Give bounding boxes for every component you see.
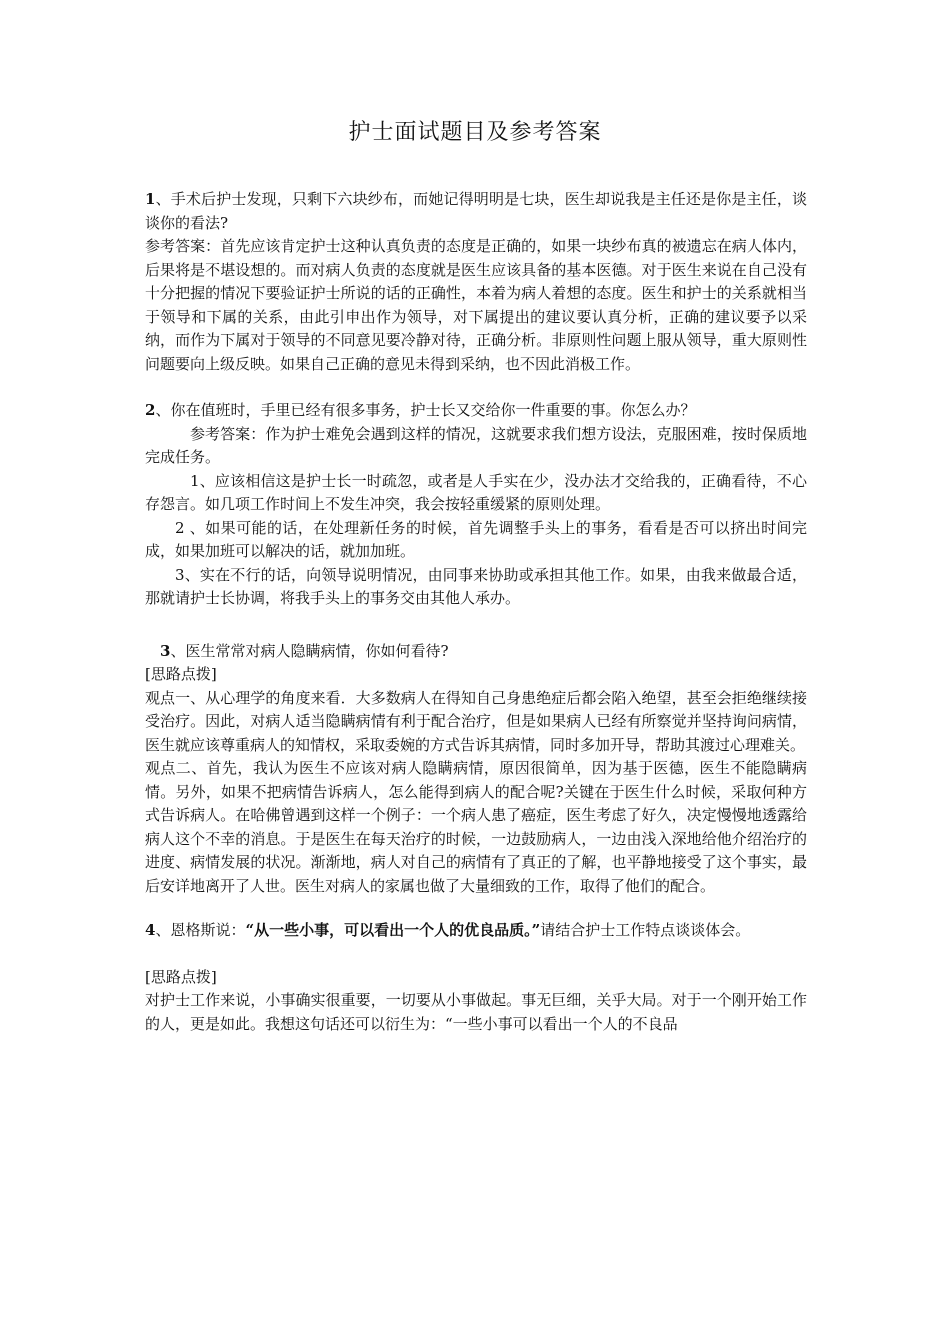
question-1-text: 、手术后护士发现，只剩下六块纱布，而她记得明明是七块，医生却说我是主任还是你是主任，谈谈你的看法? — [145, 190, 807, 232]
document-title: 护士面试题目及参考答案 — [348, 120, 602, 145]
question-1 — [145, 188, 807, 235]
question-1-number: 1 — [145, 190, 156, 208]
answer-2-point-3: 3、实在不行的话，向领导说明情况，由同事来协助或承担其他工作。如果，由我来做最合适，那就请护士长协调，将我手头上的事务交由其他人承办。 — [145, 565, 807, 607]
answer-4: 对护士工作来说，小事确实很重要，一切要从小事做起。事无巨细，关乎大局。对于一个刚开始工作的人，更是如此。我想这句话还可以衍生为：“一些小事可以看出一个人的不良品 — [145, 991, 807, 1033]
question-4 — [145, 919, 807, 943]
question-3 — [145, 640, 807, 664]
question-4-quote: “从一些小事，可以看出一个人的优良品质。” — [245, 921, 541, 939]
answer-2-intro: 参考答案：作为护士难免会遇到这样的情况，这就要求我们想方设法，克服困难，按时保质地完成任务。 — [145, 424, 807, 466]
question-4-text-a: 、恩格斯说： — [155, 921, 246, 939]
question-2-number: 2 — [145, 401, 156, 419]
answer-2-point-2: 2 、如果可能的话，在处理新任务的时候，首先调整手头上的事务，看看是否可以挤出时间完成，如果加班可以解决的话，就加加班。 — [145, 518, 807, 560]
document-body — [145, 188, 807, 1036]
answer-2-point-1: 1、应该相信这是护士长一时疏忽，或者是人手实在少，没办法才交给我的，正确看待，不心存怨言。如几项工作时间上不发生冲突，我会按轻重缓紧的原则处理。 — [145, 471, 807, 513]
question-3-text: 、医生常常对病人隐瞒病情，你如何看待? — [170, 641, 449, 660]
question-2 — [145, 399, 807, 423]
question-3-number: 3 — [160, 641, 171, 660]
view-1: 观点一、从心理学的角度来看．大多数病人在得知自己身患绝症后都会陷入绝望，甚至会拒绝继续接受治疗。因此，对病人适当隐瞒病情有利于配合治疗，但是如果病人已经有所察觉并坚持询问病情，医生就应该尊重病人的知情权，采取委婉的方式告诉其病情，同时多加开导，帮助其渡过心理难关。 — [145, 688, 807, 754]
question-4-text-b: 请结合护士工作特点谈谈体会。 — [540, 921, 751, 939]
question-2-text: 、你在值班时，手里已经有很多事务，护士长又交给你一件重要的事。你怎么办？ — [155, 401, 696, 419]
hint-label-3: [思路点拨] — [145, 665, 217, 683]
view-2: 观点二、首先，我认为医生不应该对病人隐瞒病情，原因很简单，因为基于医德，医生不能隐瞒病情。另外，如果不把病情告诉病人，怎么能得到病人的配合呢?关键在于医生什么时候，采取何种方式告诉病人。在哈佛曾遇到这样一个例子：一个病人患了癌症，医生考虑了好久，决定慢慢地透露给病人这个不幸的消息。于是医生在每天治疗的时候，一边鼓励病人，一边由浅入深地给他介绍治疗的进度、病情发展的状况。渐渐地，病人对自己的病情有了真正的了解，也平静地接受了这个事实，最后安详地离开了人世。医生对病人的家属也做了大量细致的工作，取得了他们的配合。 — [145, 759, 807, 895]
hint-label-4: [思路点拨] — [145, 967, 217, 986]
answer-1: 参考答案：首先应该肯定护士这种认真负责的态度是正确的，如果一块纱布真的被遗忘在病人体内，后果将是不堪设想的。而对病人负责的态度就是医生应该具备的基本医德。对于医生来说在自己没有十分把握的情况下要验证护士所说的话的正确性，本着为病人着想的态度。医生和护士的关系就相当于领导和下属的关系，由此引申出作为领导，对下属提出的建议要认真分析，正确的建议要予以采纳，而作为下属对于领导的不同意见要冷静对待，正确分析。非原则性问题上服从领导，重大原则性问题要向上级反映。如果自己正确的意见未得到采纳，也不因此消极工作。 — [145, 237, 807, 373]
question-4-number: 4 — [145, 921, 156, 939]
